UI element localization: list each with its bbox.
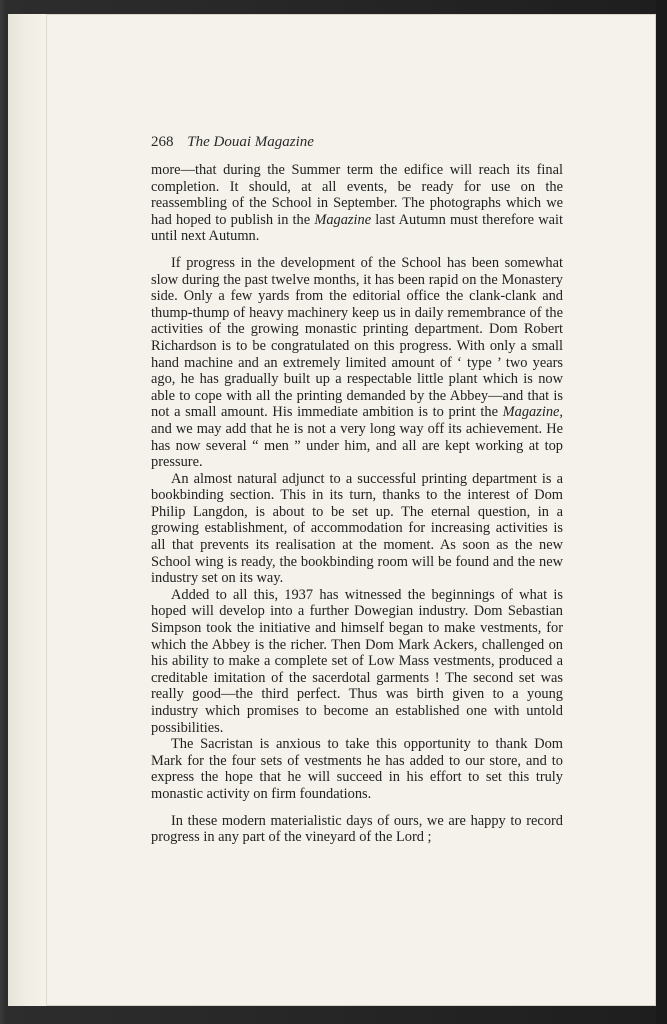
- italic-title-run: Magazine: [314, 211, 372, 228]
- text-run: If progress in the development of the School has been somewhat slow during the past twelve months, it has been rapid on the Monastery side. Only a few yards from the editorial office the clank-clank and thump-thump of heavy machinery keep us in daily remembrance of the activities of the growing monastic printing department. Dom Robert Richardson is to be congratulated on this progress. With only a small hand machine and an extremely limited amount of ‘ type ’ two years ago, he has gradually built up a respectable little plant which is now able to cope with all the printing demanded by the Abbey—and that is not a small amount. His immediate ambition is to print the: [151, 254, 563, 421]
- text-run: An almost natural adjunct to a successful printing department is a bookbinding section. This in its turn, thanks to the interest of Dom Philip Langdon, is about to be set up. The eternal question, in a growing establishment, of accommodation for increasing activities is all that prevents its realisation at the moment. As soon as the new School wing is ready, the bookbinding room will be found and the new industry set on its way.: [151, 470, 563, 587]
- text-run: and we may add that he is not a very long way off its achievement. He has now several “ men ” under him, and all are kept working at top pressure.: [151, 420, 563, 471]
- text-run: The Sacristan is anxious to take this opportunity to thank Dom Mark for the four sets of vestments he has added to our store, and to express the hope that he will succeed in his effort to set this truly monastic activity on firm foundations.: [151, 736, 563, 802]
- italic-title-run: Magazine,: [502, 404, 563, 421]
- journal-title: The Douai Magazine: [187, 134, 314, 150]
- article-body: [151, 162, 563, 846]
- paragraph-3: [151, 471, 563, 587]
- paragraph-1: [151, 162, 563, 245]
- book-binding: [656, 0, 667, 1024]
- paragraph-6: [151, 813, 563, 846]
- page-number: 268: [151, 134, 174, 150]
- paragraph-2: [151, 255, 563, 471]
- page-gutter-edge: [8, 14, 47, 1006]
- text-run: last Autumn must therefore wait until next Autumn.: [151, 211, 563, 245]
- paragraph-4: [151, 587, 563, 736]
- running-header: [151, 134, 314, 151]
- text-run: more—that during the Summer term the edifice will reach its final completion. It should, at all events, be ready for use on the reassembling of the School in September. The photographs which we had hoped to publish in the: [151, 162, 563, 228]
- text-run: Added to all this, 1937 has witnessed the beginnings of what is hoped will develop into a further Dowegian industry. Dom Sebastian Simpson took the initiative and himself began to make vestments, for which the Abbey is the richer. Then Dom Mark Ackers, challenged on his ability to make a complete set of Low Mass vestments, produced a creditable imitation of the sacerdotal garments ! The second set was really good—the third perfect. Thus was birth given to a young industry which promises to become an established one with untold possibilities.: [151, 586, 563, 736]
- text-run: In these modern materialistic days of ours, we are happy to record progress in any part of the vineyard of the Lord ;: [151, 812, 563, 846]
- paragraph-5: [151, 736, 563, 802]
